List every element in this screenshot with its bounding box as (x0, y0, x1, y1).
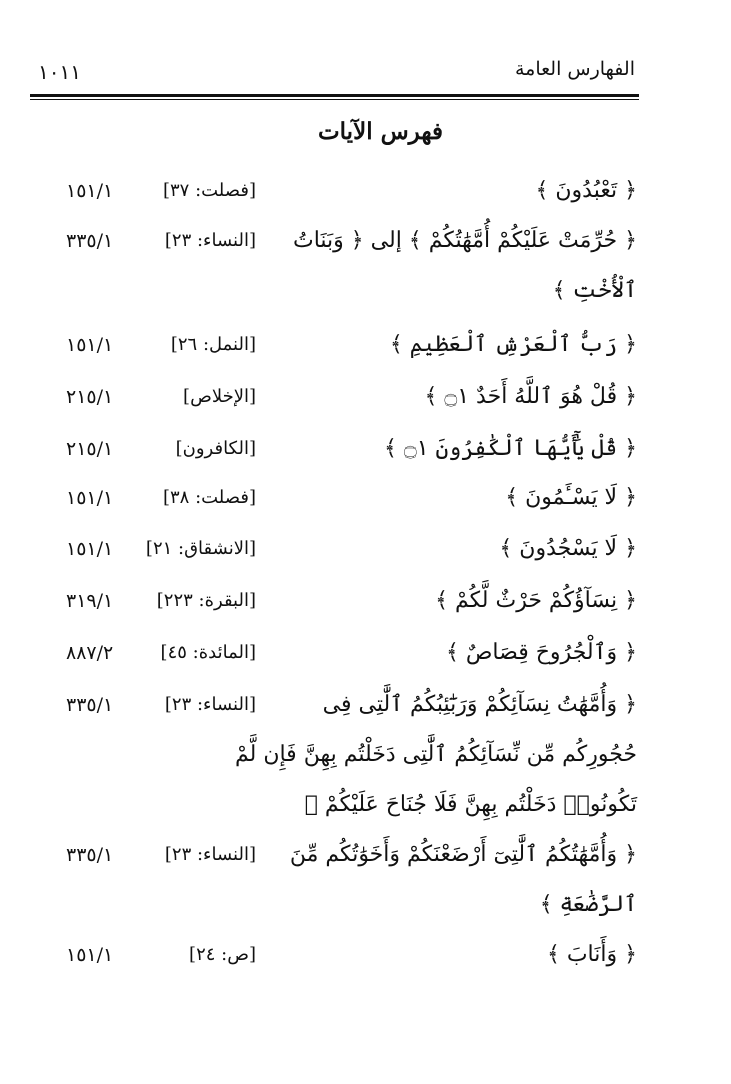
verse-text: ﴿ لَا يَسْـَٔمُونَ ﴾ (505, 485, 637, 510)
verse-text: ﴿ وَأُمَّهَٰتُ نِسَآئِكُمْ وَرَبَٰٓئِبُكُمُ ٱلَّٰتِى فِى (322, 692, 637, 717)
index-entry (0, 692, 731, 817)
verse-text: ﴿ وَأَنَابَ ﴾ (546, 942, 637, 967)
page-reference: ١٥١/١ (66, 944, 114, 966)
section-title: فهرس الآيات (318, 118, 443, 145)
index-entry (0, 384, 731, 424)
header-rule (30, 94, 639, 100)
verse-source: [فصلت: ٣٨] (162, 487, 256, 508)
verse-text: ﴿ نِسَآؤُكُمْ حَرْثٌ لَّكُمْ ﴾ (435, 588, 637, 613)
page-reference: ٣٣٥/١ (66, 230, 114, 252)
index-entry (0, 178, 731, 218)
index-entry (0, 436, 731, 476)
page-reference: ٢١٥/١ (66, 438, 114, 460)
verse-text: ﴿ قُلْ يَٰٓأَيُّهَا ٱلْكَٰفِرُونَ ۝١ ﴾ (383, 436, 637, 461)
verse-source: [النمل: ٢٦] (170, 334, 256, 355)
verse-source: [ص: ٢٤] (189, 944, 256, 965)
page-reference: ٣٣٥/١ (66, 844, 114, 866)
index-entry (0, 588, 731, 628)
index-entry (0, 332, 731, 372)
running-header-title: الفهارس العامة (514, 58, 635, 80)
page-reference: ١٥١/١ (66, 334, 114, 356)
verse-text: ﴿ وَٱلْجُرُوحَ قِصَاصٌ ﴾ (445, 640, 637, 665)
index-entry (0, 536, 731, 576)
verse-text: ﴿ قُلْ هُوَ ٱللَّهُ أَحَدٌ ۝١ ﴾ (424, 384, 637, 409)
page-reference: ٨٨٧/٢ (66, 642, 114, 664)
index-entry (0, 485, 731, 525)
index-entry (0, 842, 731, 917)
index-entry (0, 640, 731, 680)
verse-continuation: ٱلْأُخْتِ ﴾ (552, 278, 637, 303)
page-reference: ١٥١/١ (66, 538, 114, 560)
page-reference: ٢١٥/١ (66, 386, 114, 408)
verse-source: [الإخلاص] (183, 386, 256, 407)
verse-text: ﴿ رَبُّ ٱلْعَرْشِ ٱلْعَظِيمِ ﴾ (389, 332, 637, 357)
page-reference: ١٥١/١ (66, 487, 114, 509)
verse-source: [النساء: ٢٣] (164, 844, 256, 865)
verse-source: [النساء: ٢٣] (164, 694, 256, 715)
page-reference: ٣١٩/١ (66, 590, 114, 612)
page-reference: ١٥١/١ (66, 180, 114, 202)
verse-source: [المائدة: ٤٥] (160, 642, 256, 663)
index-entry (0, 942, 731, 982)
verse-text: ﴿ تَعْبُدُونَ ﴾ (535, 178, 637, 203)
verse-text: ﴿ لَا يَسْجُدُونَ ﴾ (499, 536, 637, 561)
verse-continuation: حُجُورِكُم مِّن نِّسَآئِكُمُ ٱلَّٰتِى دَخَلْتُم بِهِنَّ فَإِن لَّمْ (234, 742, 637, 767)
verse-continuation: ٱلرَّضَٰعَةِ ﴾ (539, 892, 637, 917)
verse-continuation: تَكُونُوا۟ دَخَلْتُم بِهِنَّ فَلَا جُنَاحَ عَلَيْكُمْ ﴾ (304, 792, 637, 817)
verse-source: [فصلت: ٣٧] (162, 180, 256, 201)
verse-text: ﴿ حُرِّمَتْ عَلَيْكُمْ أُمَّهَٰتُكُمْ ﴾ إلى ﴿ وَبَنَاتُ (292, 228, 637, 253)
verse-source: [البقرة: ٢٢٣] (156, 590, 256, 611)
verse-source: [الكافرون] (175, 438, 256, 459)
verse-source: [النساء: ٢٣] (164, 230, 256, 251)
verse-source: [الانشقاق: ٢١] (145, 538, 256, 559)
page-number: ١٠١١ (38, 60, 81, 84)
index-entry (0, 228, 731, 303)
page-reference: ٣٣٥/١ (66, 694, 114, 716)
verse-text: ﴿ وَأُمَّهَٰتُكُمُ ٱلَّٰتِىٓ أَرْضَعْنَكُمْ وَأَخَوَٰتُكُم مِّنَ (289, 842, 637, 867)
